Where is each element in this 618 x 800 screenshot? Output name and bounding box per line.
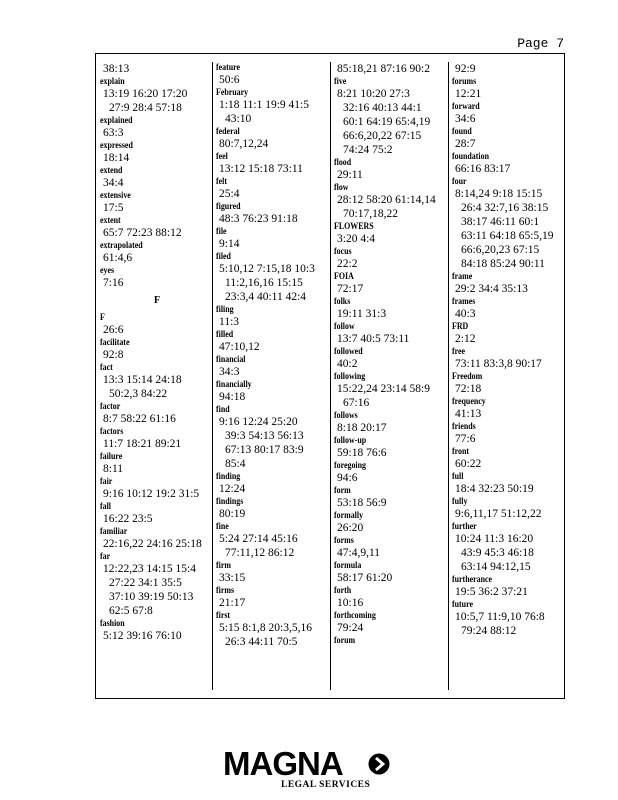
index-entry (334, 485, 446, 510)
page-line-reference: 85:4 (225, 458, 246, 470)
index-term: finding (216, 471, 241, 481)
page-line-reference: 94:6 (337, 472, 358, 484)
index-column-4 (452, 62, 564, 638)
index-term: failure (100, 451, 123, 461)
page-line-reference: 18:14 (103, 152, 130, 164)
index-entry (334, 321, 446, 346)
index-term: extensive (100, 190, 131, 200)
index-term: forward (452, 101, 480, 111)
index-entry (334, 221, 446, 246)
index-entry (216, 126, 328, 151)
page-line-reference: 29:2 34:4 35:13 (455, 283, 528, 295)
page-line-reference: 5:24 27:14 45:16 (219, 533, 298, 545)
index-term: factor (100, 401, 121, 411)
index-entry (100, 426, 214, 451)
page-line-reference: 63:11 64:18 65:5,19 (461, 230, 554, 242)
page-line-reference: 27:9 28:4 57:18 (109, 102, 182, 114)
index-entry (216, 62, 328, 87)
page-line-reference: 79:24 88:12 (461, 625, 517, 637)
index-entry (334, 435, 446, 460)
index-entry (100, 618, 214, 643)
page-line-reference: 50:2,3 84:22 (109, 388, 168, 400)
index-entry (216, 251, 328, 304)
section-letter: F (153, 295, 161, 306)
index-entry-continued (100, 62, 214, 76)
page-line-reference: 10:16 (337, 597, 364, 609)
index-term: flow (334, 182, 349, 192)
logo-arrow-icon (368, 753, 390, 775)
page-line-reference: 25:4 (219, 188, 240, 200)
page-line-reference: 5:15 8:1,8 20:3,5,16 (219, 622, 312, 634)
index-term: following (334, 371, 366, 381)
index-term: file (216, 226, 227, 236)
index-term: fashion (100, 618, 125, 628)
page-line-reference: 39:3 54:13 56:13 (225, 430, 304, 442)
index-term: firm (216, 560, 231, 570)
index-term: felt (216, 176, 227, 186)
page-line-reference: 19:11 31:3 (337, 308, 387, 320)
index-term: explained (100, 115, 133, 125)
index-term: fair (100, 476, 113, 486)
index-term: full (452, 471, 464, 481)
index-entry (452, 271, 564, 296)
index-term: formula (334, 560, 362, 570)
page-line-reference: 11:2,16,16 15:15 (225, 277, 303, 289)
page-line-reference: 84:18 85:24 90:11 (461, 258, 545, 270)
page-line-reference: 62:5 67:8 (109, 605, 153, 617)
index-entry (452, 421, 564, 446)
page-line-reference: 5:10,12 7:15,18 10:3 (219, 263, 315, 275)
index-entry (452, 296, 564, 321)
page-line-reference: 10:24 11:3 16:20 (455, 533, 534, 545)
index-entry (334, 535, 446, 560)
index-term: four (452, 176, 467, 186)
index-term: far (100, 551, 111, 561)
column-divider (448, 62, 449, 690)
index-entry (100, 476, 214, 501)
index-entry (452, 176, 564, 271)
page-line-reference: 94:18 (219, 391, 246, 403)
index-term: fine (216, 521, 229, 531)
index-entry (334, 157, 446, 182)
page-line-reference: 80:7,12,24 (219, 138, 269, 150)
page-line-reference: 9:16 12:24 25:20 (219, 416, 298, 428)
page-line-reference: 47:4,9,11 (337, 547, 381, 559)
page-line-reference: 2:12 (455, 333, 476, 345)
index-term: foundation (452, 151, 489, 161)
page-line-reference: 22:2 (337, 258, 358, 270)
page-line-reference: 70:17,18,22 (343, 208, 398, 220)
index-term: free (452, 346, 466, 356)
page-line-reference: 63:3 (103, 127, 124, 139)
logo-wordmark: MAGNA (223, 745, 343, 782)
index-term: facilitate (100, 337, 130, 347)
index-entry (216, 87, 328, 126)
page-line-reference: 23:3,4 40:11 42:4 (225, 291, 307, 303)
page-line-reference: 50:6 (219, 74, 240, 86)
page-line-reference: 32:16 40:13 44:1 (343, 102, 422, 114)
index-column-3 (334, 62, 446, 646)
page-line-reference: 15:22,24 23:14 58:9 (337, 383, 430, 395)
index-term: foregoing (334, 460, 366, 470)
page-line-reference: 72:17 (337, 283, 364, 295)
page-line-reference: 8:21 10:20 27:3 (337, 88, 410, 100)
index-term: February (216, 87, 249, 97)
page-line-reference: 9:16 10:12 19:2 31:5 (103, 488, 200, 500)
page-line-reference: 11:3 (219, 316, 240, 328)
page-line-reference: 10:5,7 11:9,10 76:8 (455, 611, 545, 623)
index-entry (100, 401, 214, 426)
index-term: FLOWERS (334, 221, 374, 231)
index-entry (216, 585, 328, 610)
index-entry (100, 362, 214, 401)
page-line-reference: 66:6,20,23 67:15 (461, 244, 540, 256)
index-term: extend (100, 165, 123, 175)
index-entry (452, 496, 564, 521)
page-line-reference: 66:6,20,22 67:15 (343, 130, 422, 142)
page-line-reference: 13:3 15:14 24:18 (103, 374, 182, 386)
index-entry (334, 460, 446, 485)
index-entry (100, 140, 214, 165)
index-entry (100, 76, 214, 115)
index-entry (452, 151, 564, 176)
index-entry (100, 115, 214, 140)
index-term: follow-up (334, 435, 367, 445)
page-line-reference: 26:6 (103, 324, 124, 336)
index-term: federal (216, 126, 240, 136)
page-line-reference: 33:15 (219, 572, 246, 584)
index-entry (334, 346, 446, 371)
page-line-reference: 43:10 (225, 113, 252, 125)
index-entry (216, 151, 328, 176)
page-line-reference: 17:5 (103, 202, 124, 214)
index-entry (216, 304, 328, 329)
index-term: follow (334, 321, 355, 331)
index-term: forum (334, 635, 356, 645)
index-frame (95, 53, 565, 699)
index-term: focus (334, 246, 352, 256)
index-entry (100, 165, 214, 190)
index-term: financially (216, 379, 252, 389)
index-term: extrapolated (100, 240, 143, 250)
index-term: FRD (452, 321, 469, 331)
index-entry (452, 76, 564, 101)
index-term: forth (334, 585, 352, 595)
index-term: friends (452, 421, 476, 431)
index-term: folks (334, 296, 351, 306)
index-term: follows (334, 410, 358, 420)
page-line-reference: 16:22 23:5 (103, 513, 153, 525)
index-term: financial (216, 354, 246, 364)
page-line-reference: 28:7 (455, 138, 476, 150)
page-line-reference: 26:3 44:11 70:5 (225, 636, 298, 648)
index-term: Freedom (452, 371, 483, 381)
page-line-reference: 85:18,21 87:16 90:2 (337, 63, 430, 75)
page-line-reference: 43:9 45:3 46:18 (461, 547, 534, 559)
page-line-reference: 8:11 (103, 463, 124, 475)
page-line-reference: 1:18 11:1 19:9 41:5 (219, 99, 309, 111)
page-line-reference: 28:12 58:20 61:14,14 (337, 194, 436, 206)
index-entry (452, 446, 564, 471)
page-line-reference: 13:7 40:5 73:11 (337, 333, 410, 345)
index-entry (334, 510, 446, 535)
index-entry (452, 321, 564, 346)
index-entry (334, 76, 446, 157)
index-column-2 (216, 62, 328, 649)
page-line-reference: 38:13 (103, 63, 130, 75)
page-line-reference: 22:16,22 24:16 25:18 (103, 538, 202, 550)
page-line-reference: 8:18 20:17 (337, 422, 387, 434)
page-line-reference: 40:3 (455, 308, 476, 320)
index-entry (216, 471, 328, 496)
index-entry (216, 201, 328, 226)
page-line-reference: 92:9 (455, 63, 476, 75)
index-term: familiar (100, 526, 128, 536)
index-term: factors (100, 426, 124, 436)
page-line-reference: 92:8 (103, 349, 124, 361)
index-term: firms (216, 585, 235, 595)
index-term: future (452, 599, 473, 609)
page-line-reference: 13:12 15:18 73:11 (219, 163, 303, 175)
page-line-reference: 80:19 (219, 508, 246, 520)
index-term: forums (452, 76, 477, 86)
page-line-reference: 59:18 76:6 (337, 447, 387, 459)
index-term: forms (334, 535, 354, 545)
index-entry (452, 471, 564, 496)
index-entry (100, 240, 214, 265)
page-line-reference: 34:4 (103, 177, 124, 189)
page-line-reference: 8:7 58:22 61:16 (103, 413, 176, 425)
column-divider (330, 62, 331, 690)
index-term: form (334, 485, 351, 495)
page-line-reference: 13:19 16:20 17:20 (103, 88, 188, 100)
index-entry (334, 560, 446, 585)
magna-logo (223, 746, 395, 794)
index-entry (452, 101, 564, 126)
page-line-reference: 40:2 (337, 358, 358, 370)
index-entry (334, 635, 446, 646)
page-line-reference: 3:20 4:4 (337, 233, 376, 245)
index-entry (334, 371, 446, 410)
index-entry (216, 496, 328, 521)
page-line-reference: 26:20 (337, 522, 364, 534)
page-line-reference: 8:14,24 9:18 15:15 (455, 188, 543, 200)
page-line-reference: 18:4 32:23 50:19 (455, 483, 534, 495)
index-entry (216, 329, 328, 354)
index-entry (216, 560, 328, 585)
index-entry-continued (452, 62, 564, 76)
page-line-reference: 48:3 76:23 91:18 (219, 213, 298, 225)
page-line-reference: 37:10 39:19 50:13 (109, 591, 194, 603)
index-entry (452, 599, 564, 638)
index-term: frame (452, 271, 473, 281)
page-line-reference: 67:16 (343, 397, 370, 409)
page-line-reference: 77:6 (455, 433, 476, 445)
index-term: flood (334, 157, 352, 167)
page-line-reference: 34:6 (455, 113, 476, 125)
index-term: front (452, 446, 470, 456)
index-entry (216, 379, 328, 404)
index-entry-continued (334, 62, 446, 76)
index-entry (216, 404, 328, 471)
index-entry (452, 346, 564, 371)
index-term: first (216, 610, 231, 620)
index-entry (334, 246, 446, 271)
index-entry (100, 501, 214, 526)
index-entry (334, 296, 446, 321)
index-entry (452, 396, 564, 421)
page-line-reference: 65:7 72:23 88:12 (103, 227, 182, 239)
index-entry (100, 215, 214, 240)
page-line-reference: 63:14 94:12,15 (461, 561, 531, 573)
index-term: frequency (452, 396, 486, 406)
page-line-reference: 9:14 (219, 238, 240, 250)
page-line-reference: 61:4,6 (103, 252, 133, 264)
index-term: extent (100, 215, 121, 225)
page-line-reference: 66:16 83:17 (455, 163, 511, 175)
page-line-reference: 41:13 (455, 408, 482, 420)
index-term: explain (100, 76, 125, 86)
page-line-reference: 38:17 46:11 60:1 (461, 216, 540, 228)
index-term: filed (216, 251, 231, 261)
index-entry (216, 521, 328, 560)
index-entry (334, 182, 446, 221)
index-entry (100, 526, 214, 551)
page-number: Page 7 (517, 36, 564, 51)
index-entry (100, 312, 214, 337)
page-line-reference: 34:3 (219, 366, 240, 378)
index-entry (452, 126, 564, 151)
index-term: found (452, 126, 472, 136)
index-term: findings (216, 496, 244, 506)
index-term: frames (452, 296, 476, 306)
page-line-reference: 72:18 (455, 383, 482, 395)
index-term: F (100, 312, 105, 322)
index-term: filing (216, 304, 234, 314)
page-line-reference: 12:21 (455, 88, 482, 100)
index-term: fall (100, 501, 111, 511)
index-term: find (216, 404, 230, 414)
index-entry (216, 354, 328, 379)
page-line-reference: 79:24 (337, 622, 364, 634)
page-line-reference: 9:6,11,17 51:12,22 (455, 508, 542, 520)
index-entry (452, 521, 564, 574)
page-line-reference: 67:13 80:17 83:9 (225, 444, 304, 456)
index-entry (100, 551, 214, 618)
index-entry (100, 451, 214, 476)
index-term: figured (216, 201, 241, 211)
index-column-1 (100, 62, 214, 643)
index-term: fact (100, 362, 113, 372)
index-entry (334, 410, 446, 435)
page-line-reference: 29:11 (337, 169, 363, 181)
logo-tagline: LEGAL SERVICES (281, 780, 371, 790)
index-term: five (334, 76, 347, 86)
page-line-reference: 58:17 61:20 (337, 572, 393, 584)
page-line-reference: 60:22 (455, 458, 482, 470)
page-line-reference: 53:18 56:9 (337, 497, 387, 509)
page-line-reference: 12:22,23 14:15 15:4 (103, 563, 196, 575)
page-line-reference: 60:1 64:19 65:4,19 (343, 116, 431, 128)
index-entry (334, 271, 446, 296)
index-term: formally (334, 510, 364, 520)
index-entry (100, 337, 214, 362)
index-term: feel (216, 151, 228, 161)
index-entry (452, 574, 564, 599)
index-term: forthcoming (334, 610, 376, 620)
page-line-reference: 27:22 34:1 35:5 (109, 577, 182, 589)
index-entry (216, 610, 328, 649)
index-term: fully (452, 496, 468, 506)
index-term: filled (216, 329, 234, 339)
page-line-reference: 77:11,12 86:12 (225, 547, 295, 559)
index-entry (216, 226, 328, 251)
page-line-reference: 19:5 36:2 37:21 (455, 586, 528, 598)
index-term: expressed (100, 140, 133, 150)
index-entry (216, 176, 328, 201)
page-line-reference: 7:16 (103, 277, 124, 289)
page-line-reference: 12:24 (219, 483, 246, 495)
page-line-reference: 5:12 39:16 76:10 (103, 630, 182, 642)
index-term: FOIA (334, 271, 354, 281)
page-line-reference: 21:17 (219, 597, 246, 609)
index-term: furtherance (452, 574, 493, 584)
index-entry (100, 190, 214, 215)
index-term: eyes (100, 265, 115, 275)
page-line-reference: 26:4 32:7,16 38:15 (461, 202, 549, 214)
index-term: followed (334, 346, 363, 356)
index-entry (100, 265, 214, 290)
index-entry (334, 610, 446, 635)
index-entry (334, 585, 446, 610)
page-line-reference: 74:24 75:2 (343, 144, 393, 156)
page-line-reference: 47:10,12 (219, 341, 260, 353)
page-line-reference: 73:11 83:3,8 90:17 (455, 358, 542, 370)
index-term: further (452, 521, 477, 531)
index-entry (452, 371, 564, 396)
section-heading (100, 290, 214, 312)
index-term: feature (216, 62, 241, 72)
page-line-reference: 11:7 18:21 89:21 (103, 438, 182, 450)
